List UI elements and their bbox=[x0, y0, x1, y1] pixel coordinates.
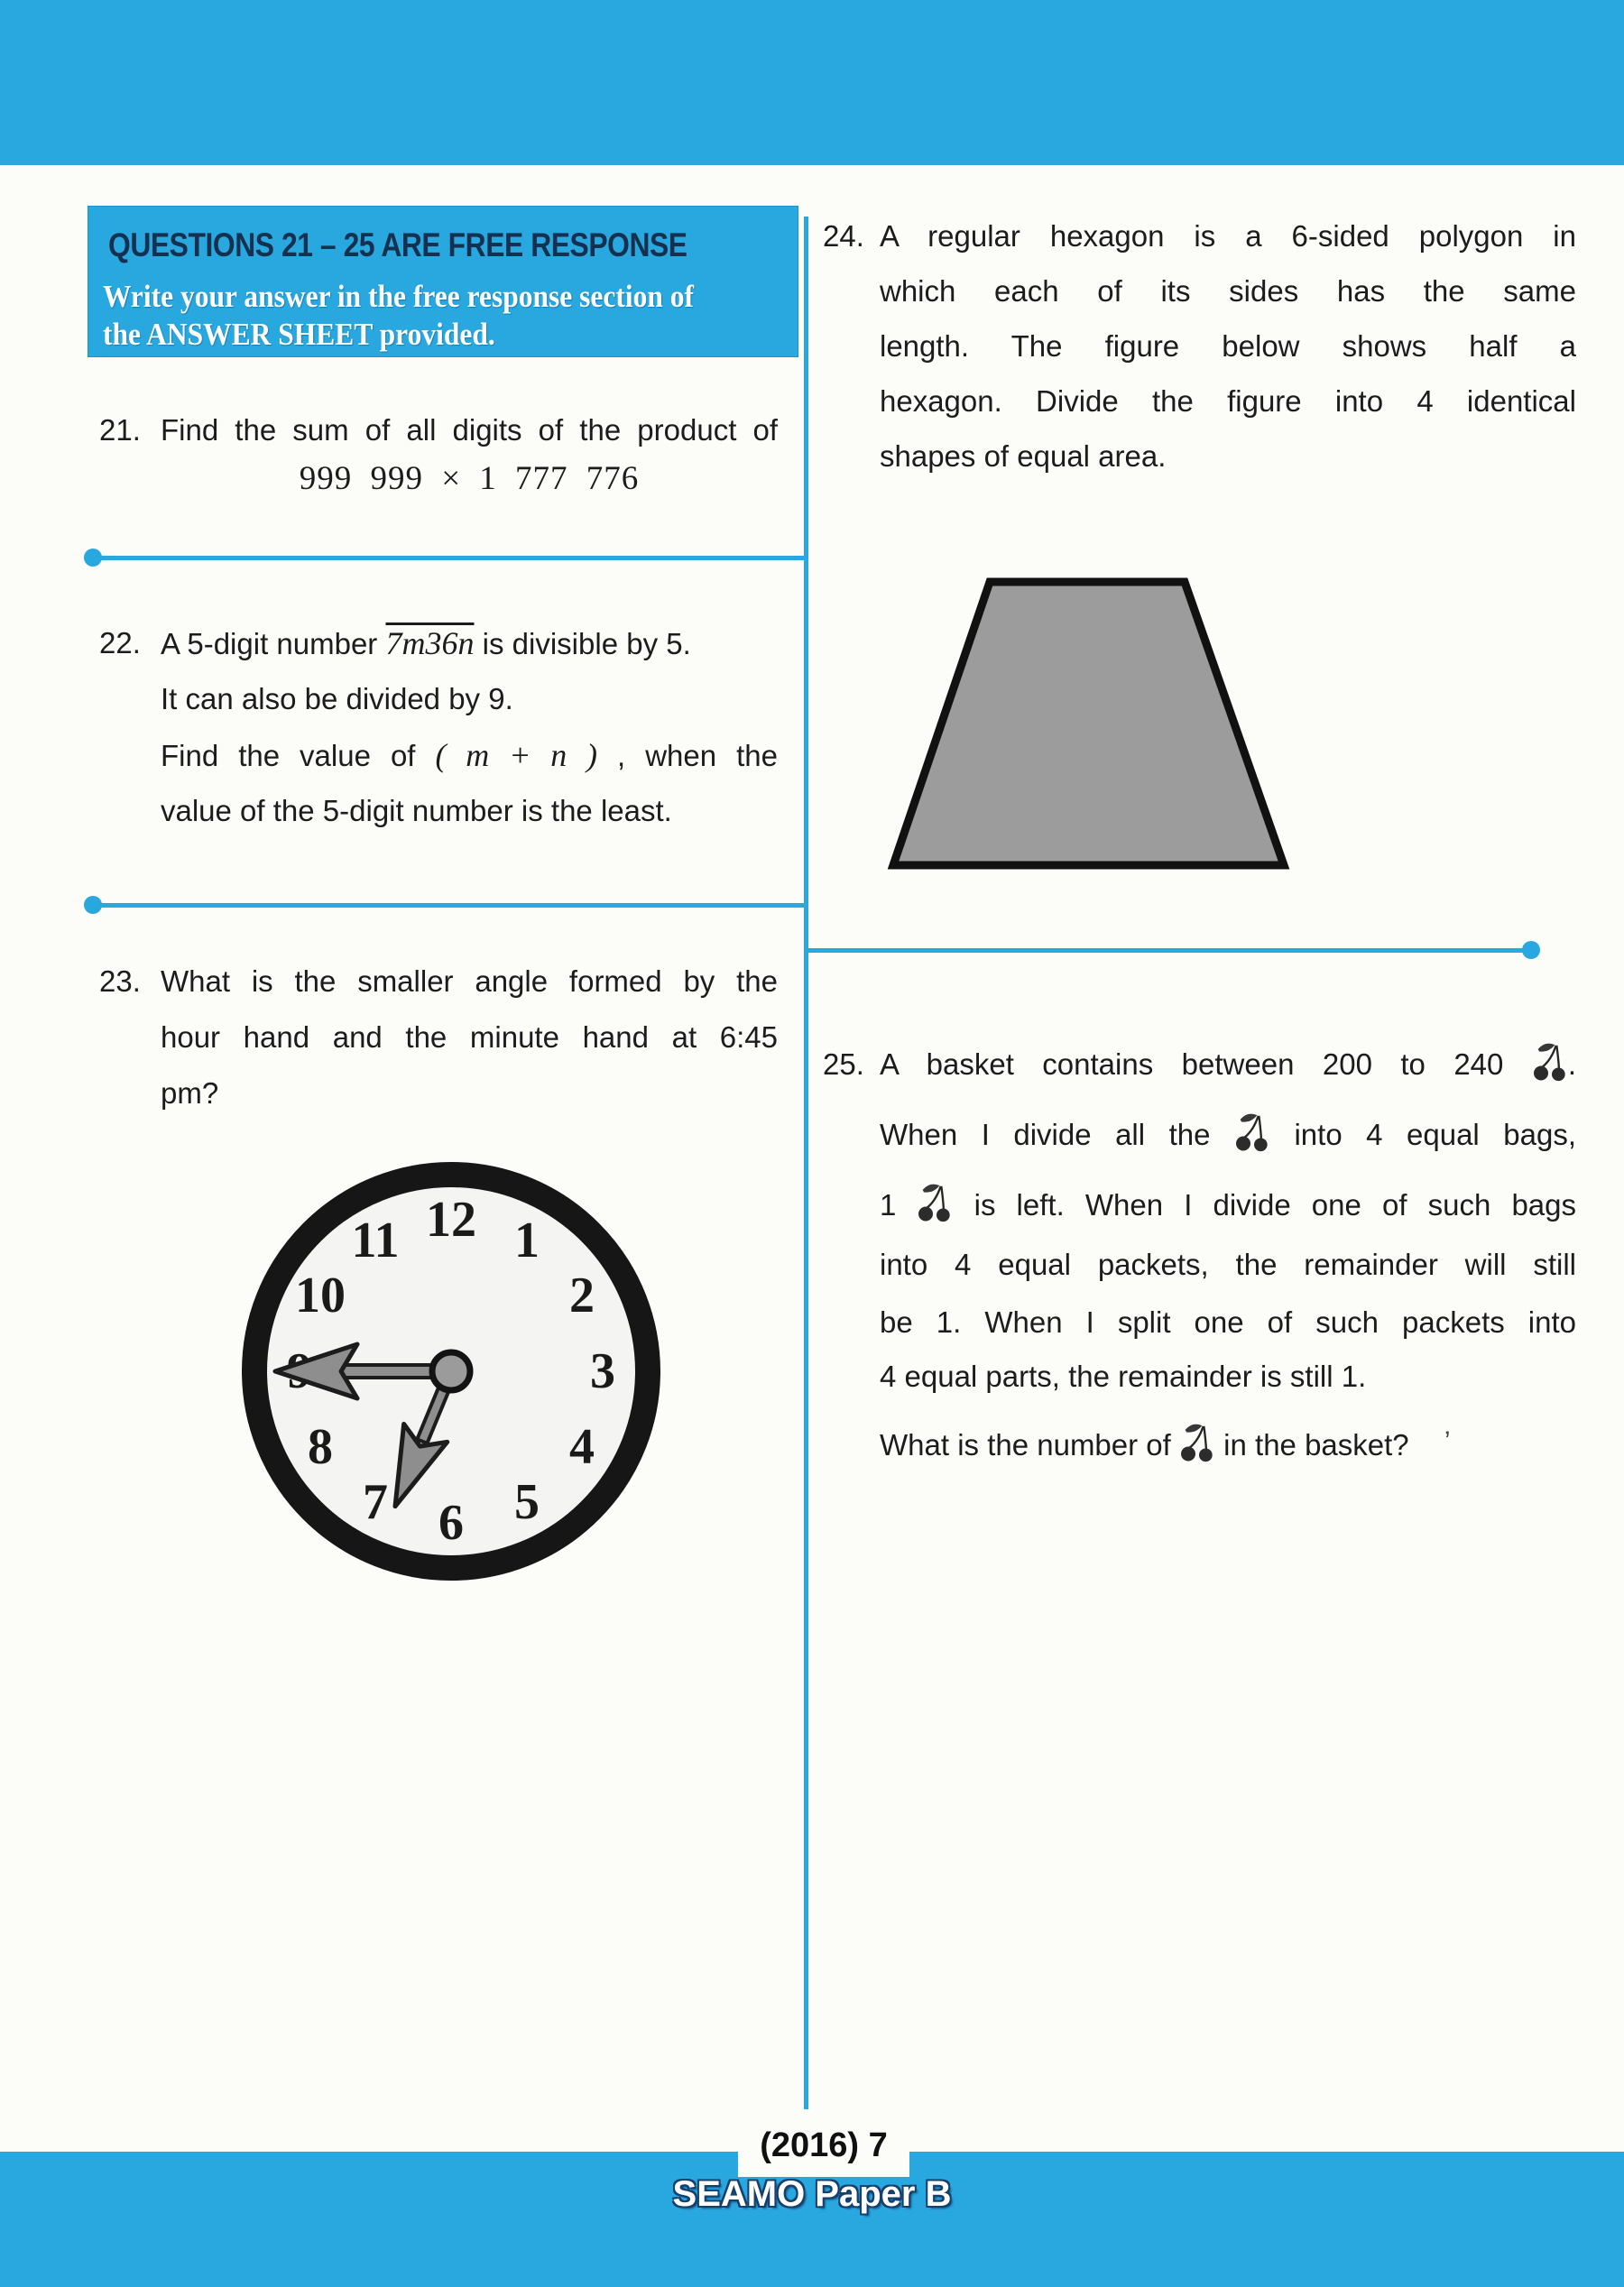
q22-line1-text2: is divisible by 5. bbox=[482, 627, 691, 660]
svg-text:12: 12 bbox=[426, 1192, 476, 1248]
cherries-icon bbox=[1234, 1110, 1270, 1152]
q25-line5: be 1. When I split one of such packets into bbox=[880, 1305, 1576, 1339]
header-subtitle-line1: Write your answer in the free response section of bbox=[103, 279, 695, 314]
q23-number: 23. bbox=[99, 964, 141, 998]
q25-line3-text: 1 bbox=[880, 1188, 897, 1222]
cherries-icon bbox=[1532, 1039, 1568, 1082]
svg-text:7: 7 bbox=[363, 1474, 388, 1530]
half-hexagon-figure bbox=[846, 571, 1297, 874]
svg-text:3: 3 bbox=[590, 1343, 615, 1399]
svg-text:1: 1 bbox=[514, 1213, 540, 1268]
q25-line1-period: . bbox=[1567, 1047, 1577, 1081]
clock-hub bbox=[432, 1352, 470, 1390]
svg-text:2: 2 bbox=[569, 1268, 595, 1323]
header-subtitle-line2: the ANSWER SHEET provided. bbox=[103, 317, 495, 352]
q22-line3-text2: , when the bbox=[617, 739, 778, 772]
q22-line3 bbox=[161, 727, 778, 784]
q25-number: 25. bbox=[823, 1047, 864, 1081]
divider-left-2 bbox=[93, 903, 804, 908]
q22-line4: value of the 5-digit number is the least. bbox=[161, 794, 672, 827]
q23-line2: hour hand and the minute hand at 6:45 bbox=[161, 1020, 778, 1054]
q24-number: 24. bbox=[823, 219, 864, 253]
clock-figure bbox=[231, 1151, 671, 1591]
q24-line2: which each of its sides has the same bbox=[880, 274, 1576, 308]
q25-line6: 4 equal parts, the remainder is still 1. bbox=[880, 1360, 1367, 1393]
q25-line7-text2: in the basket? bbox=[1223, 1428, 1409, 1462]
svg-text:5: 5 bbox=[514, 1474, 540, 1530]
q24-line4: hexagon. Divide the figure into 4 identical bbox=[880, 384, 1576, 418]
q25-line7-text: What is the number of bbox=[880, 1428, 1171, 1462]
q22-line2: It can also be divided by 9. bbox=[161, 682, 513, 715]
q25-line3-text2: is left. When I divide one of such bags bbox=[973, 1188, 1577, 1222]
q22-number: 22. bbox=[99, 626, 141, 659]
q25-line2 bbox=[880, 1107, 1576, 1163]
header-title: QUESTIONS 21 – 25 ARE FREE RESPONSE bbox=[108, 226, 687, 263]
svg-text:8: 8 bbox=[308, 1419, 333, 1475]
stray-mark: ’ bbox=[1444, 1426, 1451, 1456]
q22-line3-text: Find the value of bbox=[161, 739, 416, 772]
q25-line3 bbox=[880, 1177, 1576, 1233]
divider-left-1 bbox=[93, 556, 804, 560]
page-number-label: (2016) 7 bbox=[760, 2126, 888, 2164]
q23-line3: pm? bbox=[161, 1076, 219, 1110]
svg-text:6: 6 bbox=[438, 1495, 464, 1551]
q22-number-math: 7m36n bbox=[385, 625, 475, 661]
divider-right bbox=[806, 948, 1534, 953]
trapezoid-shape bbox=[893, 582, 1284, 865]
divider-left-1-dot bbox=[84, 549, 102, 567]
top-band bbox=[0, 0, 1624, 165]
q22-mn-math: ( m + n ) bbox=[435, 737, 598, 773]
q21-number: 21. bbox=[99, 413, 141, 447]
q23-line1: What is the smaller angle formed by the bbox=[161, 964, 778, 998]
cherries-icon bbox=[1179, 1420, 1215, 1462]
q22-line1 bbox=[161, 615, 778, 672]
cherries-icon bbox=[917, 1180, 953, 1222]
q21-formula: 999 999 × 1 777 776 bbox=[299, 460, 640, 497]
svg-text:4: 4 bbox=[569, 1419, 595, 1475]
q25-line1 bbox=[880, 1037, 1576, 1093]
column-divider bbox=[804, 217, 808, 2109]
paper-title-label: SEAMO Paper B bbox=[672, 2174, 952, 2214]
divider-left-2-dot bbox=[84, 896, 102, 914]
q24-line5: shapes of equal area. bbox=[880, 439, 1167, 473]
svg-text:10: 10 bbox=[295, 1268, 346, 1323]
q25-line1-text: A basket contains between 200 to 240 bbox=[880, 1047, 1504, 1081]
free-response-header-box bbox=[88, 206, 798, 357]
svg-text:11: 11 bbox=[351, 1213, 400, 1268]
q22-line1-text: A 5-digit number bbox=[161, 627, 378, 660]
q25-line7 bbox=[880, 1414, 1576, 1473]
q25-line2-text: When I divide all the bbox=[880, 1118, 1211, 1151]
divider-right-dot bbox=[1522, 941, 1540, 959]
q21-line1: Find the sum of all digits of the product of bbox=[161, 413, 778, 447]
q25-line4: into 4 equal packets, the remainder will still bbox=[880, 1248, 1576, 1281]
q24-line1: A regular hexagon is a 6-sided polygon in bbox=[880, 219, 1576, 253]
q25-line2-text2: into 4 equal bags, bbox=[1294, 1118, 1576, 1151]
q24-line3: length. The figure below shows half a bbox=[880, 329, 1576, 363]
